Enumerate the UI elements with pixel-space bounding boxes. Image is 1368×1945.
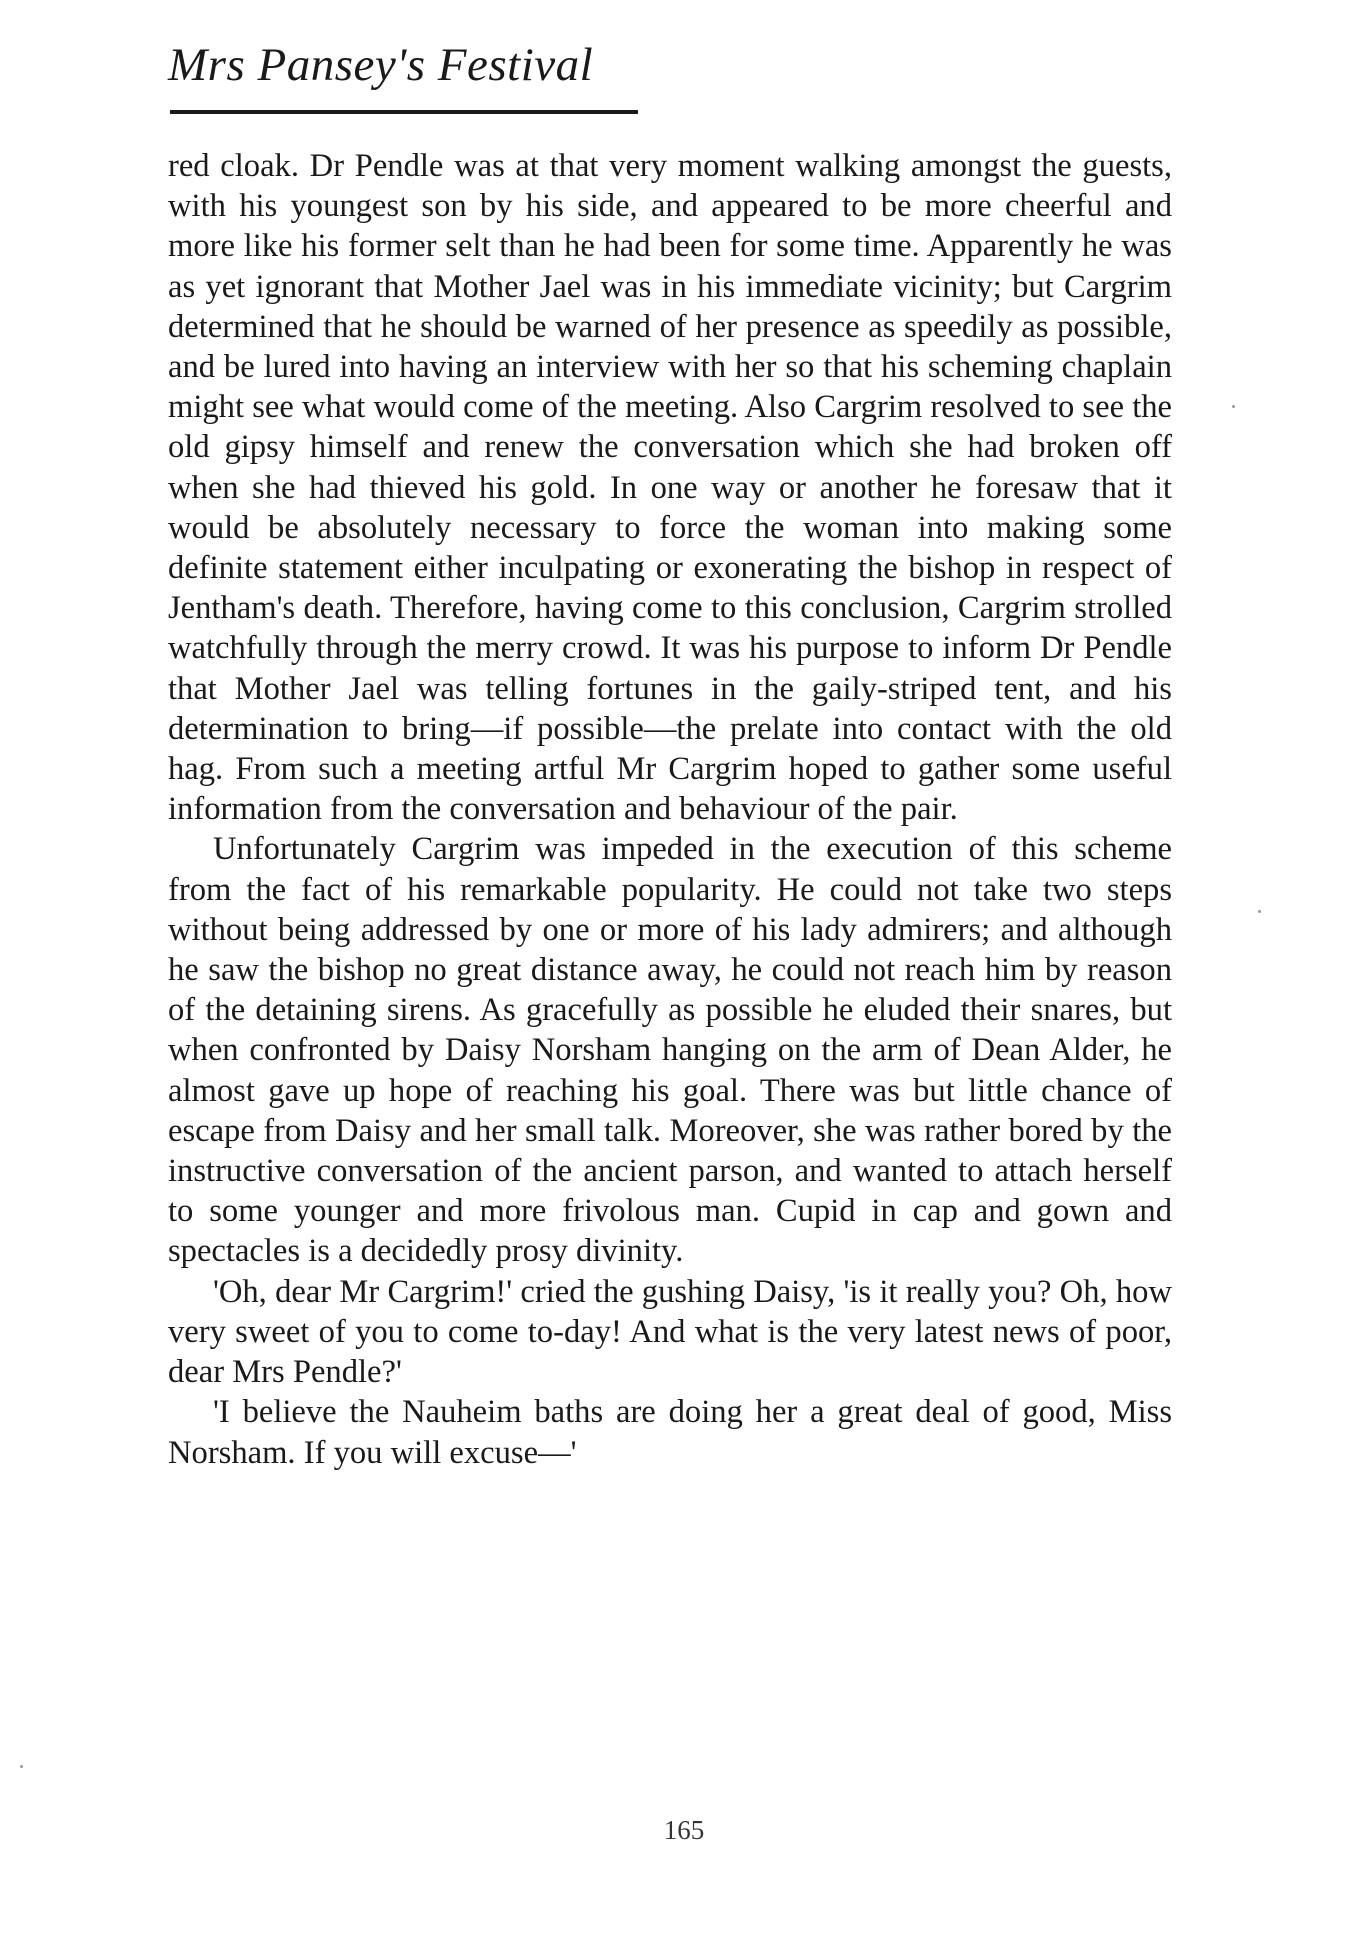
paragraph-4: 'I believe the Nauheim baths are doing her a great deal of good, Miss Norsham. If you will excuse—' — [168, 1394, 1172, 1471]
running-head: Mrs Pansey's Festival — [168, 39, 594, 91]
paper-speck — [1258, 910, 1261, 913]
paragraph-1: red cloak. Dr Pendle was at that very moment walking amongst the guests, with his youngest son by his side, and appeared to be more cheerful and more like his former selt than he had been for some time. Apparently he was as yet ignorant that Mother Jael was in his immediate vicinity; but Cargrim determined that he should be warned of her presence as speedily as possible, and be lured into having an interview with her so that his scheming chaplain might see what would come of the meeting. Also Cargrim resolved to see the old gipsy himself and renew the conversation which she had broken off when she had thieved his gold. In one way or another he foresaw that it would be absolutely necessary to force the woman into making some definite statement either inculpating or exonerating the bishop in respect of Jentham's death. Therefore, having come to this conclusion, Cargrim strolled watchfully through the merry crowd. It was his purpose to inform Dr Pendle that Mother Jael was telling fortunes in the gaily-striped tent, and his determination to bring—if possible—the prelate into contact with the old hag. From such a meeting artful Mr Cargrim hoped to gather some useful information from the conversation and behaviour of the pair. — [168, 148, 1172, 828]
body-text — [168, 146, 1172, 1473]
page-number: 165 — [663, 1815, 705, 1845]
paper-speck — [1232, 405, 1235, 408]
paragraph-3: 'Oh, dear Mr Cargrim!' cried the gushing Daisy, 'is it really you? Oh, how very sweet of you to come to-day! And what is the very latest news of poor, dear Mrs Pendle?' — [168, 1273, 1172, 1391]
paper-speck — [20, 1765, 23, 1768]
header-rule — [170, 110, 638, 114]
paragraph-2: Unfortunately Cargrim was impeded in the execution of this scheme from the fact of his remarkable popularity. He could not take two steps without being addressed by one or more of his lady admirers; and although he saw the bishop no great distance away, he could not reach him by reason of the detaining sirens. As gracefully as possible he eluded their snares, but when confronted by Daisy Norsham hanging on the arm of Dean Alder, he almost gave up hope of reaching his goal. There was but little chance of escape from Daisy and her small talk. Moreover, she was rather bored by the instructive conversation of the ancient parson, and wanted to attach herself to some younger and more frivolous man. Cupid in cap and gown and spectacles is a decidedly prosy divinity. — [168, 831, 1172, 1270]
